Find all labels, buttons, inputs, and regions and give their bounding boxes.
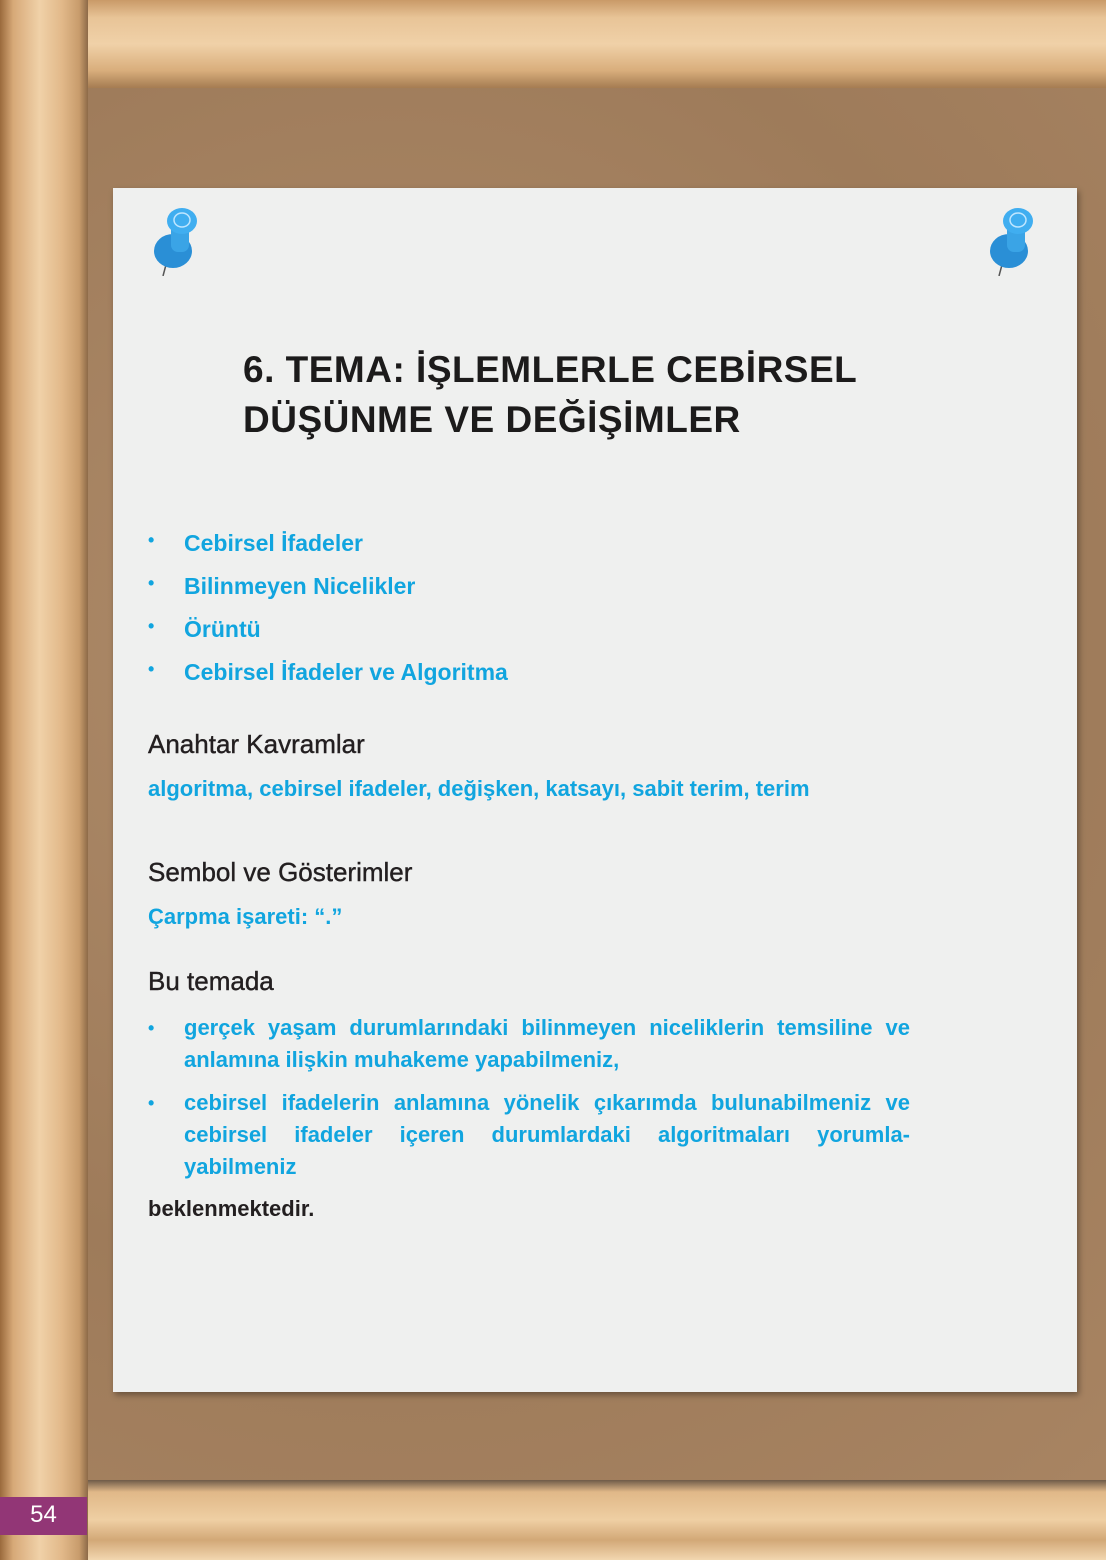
topic-list	[148, 530, 508, 702]
goals-list	[148, 1012, 910, 1194]
list-item	[148, 616, 508, 659]
list-item	[148, 530, 508, 573]
list-item	[148, 1012, 910, 1076]
goal-text: gerçek yaşam durumlarındaki bilinmeyen niceliklerin temsiline ve anlamına ilişkin muhakeme yapabilmeniz,	[184, 1015, 910, 1072]
key-concepts-text: algoritma, cebirsel ifadeler, değişken, katsayı, sabit terim, terim	[148, 776, 810, 801]
bullet: •	[148, 530, 155, 550]
wood-frame-bottom	[0, 1480, 1106, 1560]
closing-text: beklenmektedir.	[148, 1196, 315, 1221]
list-item	[148, 659, 508, 702]
symbols-heading: Sembol ve Gösterimler	[148, 857, 413, 887]
bullet: •	[148, 659, 155, 679]
page-title	[243, 345, 857, 445]
key-concepts-heading: Anahtar Kavramlar	[148, 729, 365, 759]
pushpin-icon	[153, 206, 203, 276]
title-line-1: 6. TEMA: İŞLEMLERLE CEBİRSEL	[243, 349, 858, 390]
wood-frame-top	[0, 0, 1106, 88]
pushpin-icon	[989, 206, 1039, 276]
list-item	[148, 573, 508, 616]
bullet: •	[148, 573, 155, 593]
bullet: •	[148, 1018, 155, 1038]
goal-text: cebirsel ifadelerin anlamına yönelik çıkarımda bulunabilmeniz ve cebirsel ifadeler içeren durumlardaki algoritmaları yorumla-yabilmeniz	[184, 1090, 910, 1179]
title-line-2: DÜŞÜNME VE DEĞİŞİMLER	[243, 399, 741, 440]
bullet: •	[148, 1093, 155, 1113]
symbols-text: Çarpma işareti: “.”	[148, 904, 343, 929]
topic-label: Cebirsel İfadeler ve Algoritma	[184, 659, 508, 685]
topic-label: Cebirsel İfadeler	[184, 530, 363, 556]
page-number-badge: 54	[0, 1497, 87, 1535]
theme-heading: Bu temada	[148, 966, 274, 996]
list-item	[148, 1087, 910, 1183]
topic-label: Bilinmeyen Nicelikler	[184, 573, 416, 599]
wood-frame-left	[0, 0, 88, 1560]
bullet: •	[148, 616, 155, 636]
topic-label: Örüntü	[184, 616, 261, 642]
